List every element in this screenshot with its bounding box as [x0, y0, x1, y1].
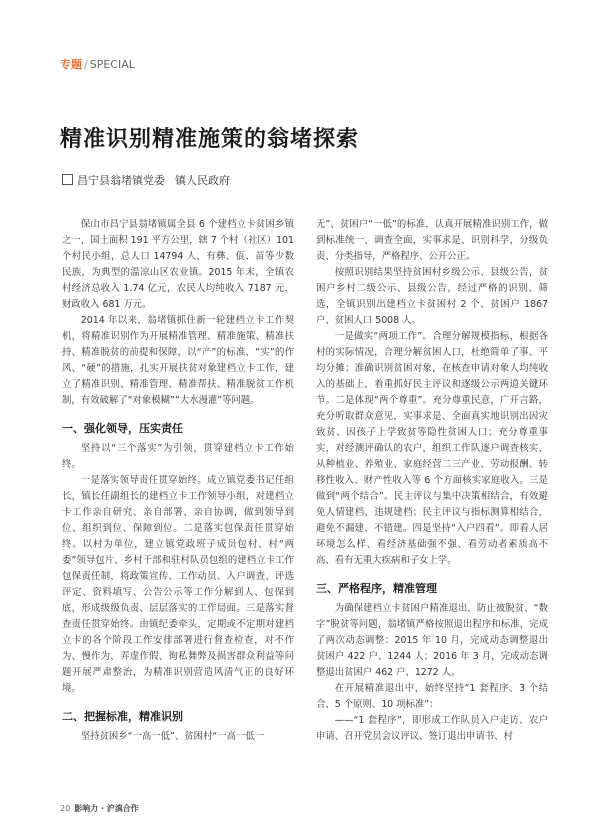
paragraph: ——“1 套程序”，即形成工作队员入户走访、农户申请、召开党员会议评议、签订退出申请书、村: [316, 715, 548, 742]
paragraph: 坚持贫困乡“一高一低”、贫困村“一高一低一: [80, 731, 265, 742]
section-heading-2: 二、把握标准，精准识别: [62, 710, 183, 723]
paragraph: 无”、贫困户“一低”的标准，认真开展精准识别工作，做到标准统一、调查全面，实事求是、识别科学，分级负责、分类指导，严格程序、公开公正。: [316, 219, 548, 262]
byline-author-1: 昌宁县翁堵镇党委: [77, 174, 165, 187]
byline-square-icon: [62, 174, 73, 185]
paragraph: 2014 年以来，翁堵镇抓住新一轮建档立卡工作契机，将精准识别作为开展精准管理、精准施策、精准扶持、精准脱贫的前提和保障，以“产”的标准、“实”的作风、“硬”的措施，扎实开展扶贫对象建档立卡工作，建立了精准识别、精准管理、精准帮扶、精准脱贫工作机制，有效破解了“对象模糊”“大水漫灌”等问题。: [62, 315, 294, 406]
left-column: [62, 217, 294, 745]
paragraph: 坚持以“三个落实”为引领，贯穿建档立卡工作始终。: [62, 443, 294, 470]
section-tag-cn: 专题: [60, 58, 82, 71]
page-footer: [60, 803, 139, 814]
byline-author-2: 镇人民政府: [175, 174, 230, 187]
section-tag-en: SPECIAL: [89, 58, 135, 71]
page-number: 20: [60, 804, 71, 813]
section-heading-1: 一、强化领导，压实责任: [62, 422, 183, 435]
section-tag-separator: /: [84, 58, 88, 71]
paragraph: 保山市昌宁县翁堵镇属全县 6 个建档立卡贫困乡镇之一，国土面积 191 平方公里，辖 7 个村（社区）101 个村民小组，总人口 14794 人，有彝、佤、苗等少数民族，为典型的温凉山区农业镇。2015 年末，全镇农村经济总收入 1.74 亿元，农民人均纯收入 7187 元，财政收入 681 万元。: [62, 219, 294, 310]
magazine-name: 影响力 · 沪滇合作: [74, 804, 139, 813]
paragraph: 一是做实“两项工作”。合理分解规模指标，根据各村的实际情况，合理分解贫困人口，杜绝简单了事、平均分摊；准确识别贫困对象，在核查申请对象人均纯收入的基础上，着重抓好民主评议和逐级公示两道关键环节。二是体现“两个尊重”。充分尊重民意，广开言路，充分听取群众意见，实事求是、全面真实地识别出因灾致贫、因孩子上学致贫等隐性贫困人口；充分尊重事实，对经测评确认的农户，组织工作队逐户调查核实，从种植业、养殖业、家庭经营二三产业、劳动报酬、转移性收入、财产性收入等 6 个方面核实家庭收入。三是做到“两个结合”。民主评议与集中决策相结合，有效避免人情建档、违规建档；民主评议与指标测算相结合，避免不漏建、不错建。四是坚持“入户四看”。即看人居环境怎么样、看经济基础强不强、看劳动者素质高不高、看有无重大疾病和子女上学。: [316, 331, 548, 566]
paragraph: 一是落实领导责任贯穿始终。成立镇党委书记任组长，镇长任副组长的建档立卡工作领导小组，对建档立卡工作亲自研究、亲自部署、亲自协调，做到领导到位、组织到位、保障到位。二是落实包保责任贯穿始终。以村为单位，建立镇党政班子成员包村、村“两委”领导包片、乡村干部和驻村队员包组的建档立卡工作包保责任制，将政策宣传、工作动员、入户调查、评选评定、资料填写、公告公示等工作分解到人、包保到底，形成级级负责、层层落实的工作局面。三是落实督查责任贯穿始终。由镇纪委牵头，定期或不定期对建档立卡的各个阶段工作安排部署进行督查检查，对不作为、慢作为，弄虚作假、徇私舞弊及损害群众利益等问题开展严肃整治，为精准识别营造风清气正的良好环境。: [62, 475, 294, 694]
section-heading-3: 三、严格程序，精准管理: [316, 582, 437, 595]
paragraph: 为确保建档立卡贫困户精准退出，防止被脱贫、“数字”脱贫等问题，翁堵镇严格按照退出程序和标准，完成了两次动态调整：2015 年 10 月，完成动态调整退出贫困户 422 户、1244 人；2016 年 3 月，完成动态调整退出贫困户 462 户、1272 人。: [316, 603, 548, 678]
paragraph: 按照识别结果坚持贫困村乡级公示、县级公告，贫困户乡村二级公示、县级公告，经过严格的识别、筛选，全镇识别出建档立卡贫困村 2 个、贫困户 1867 户、贫困人口 5008 人。: [316, 267, 548, 326]
paragraph: 在开展精准退出中，始终坚持“1 套程序、3 个结合、5 个原则、10 项标准”：: [316, 683, 548, 710]
right-column: [316, 217, 548, 745]
article-title: 精准识别精准施策的翁堵探索: [60, 127, 360, 152]
byline: [62, 172, 230, 188]
section-tag: [60, 56, 135, 72]
